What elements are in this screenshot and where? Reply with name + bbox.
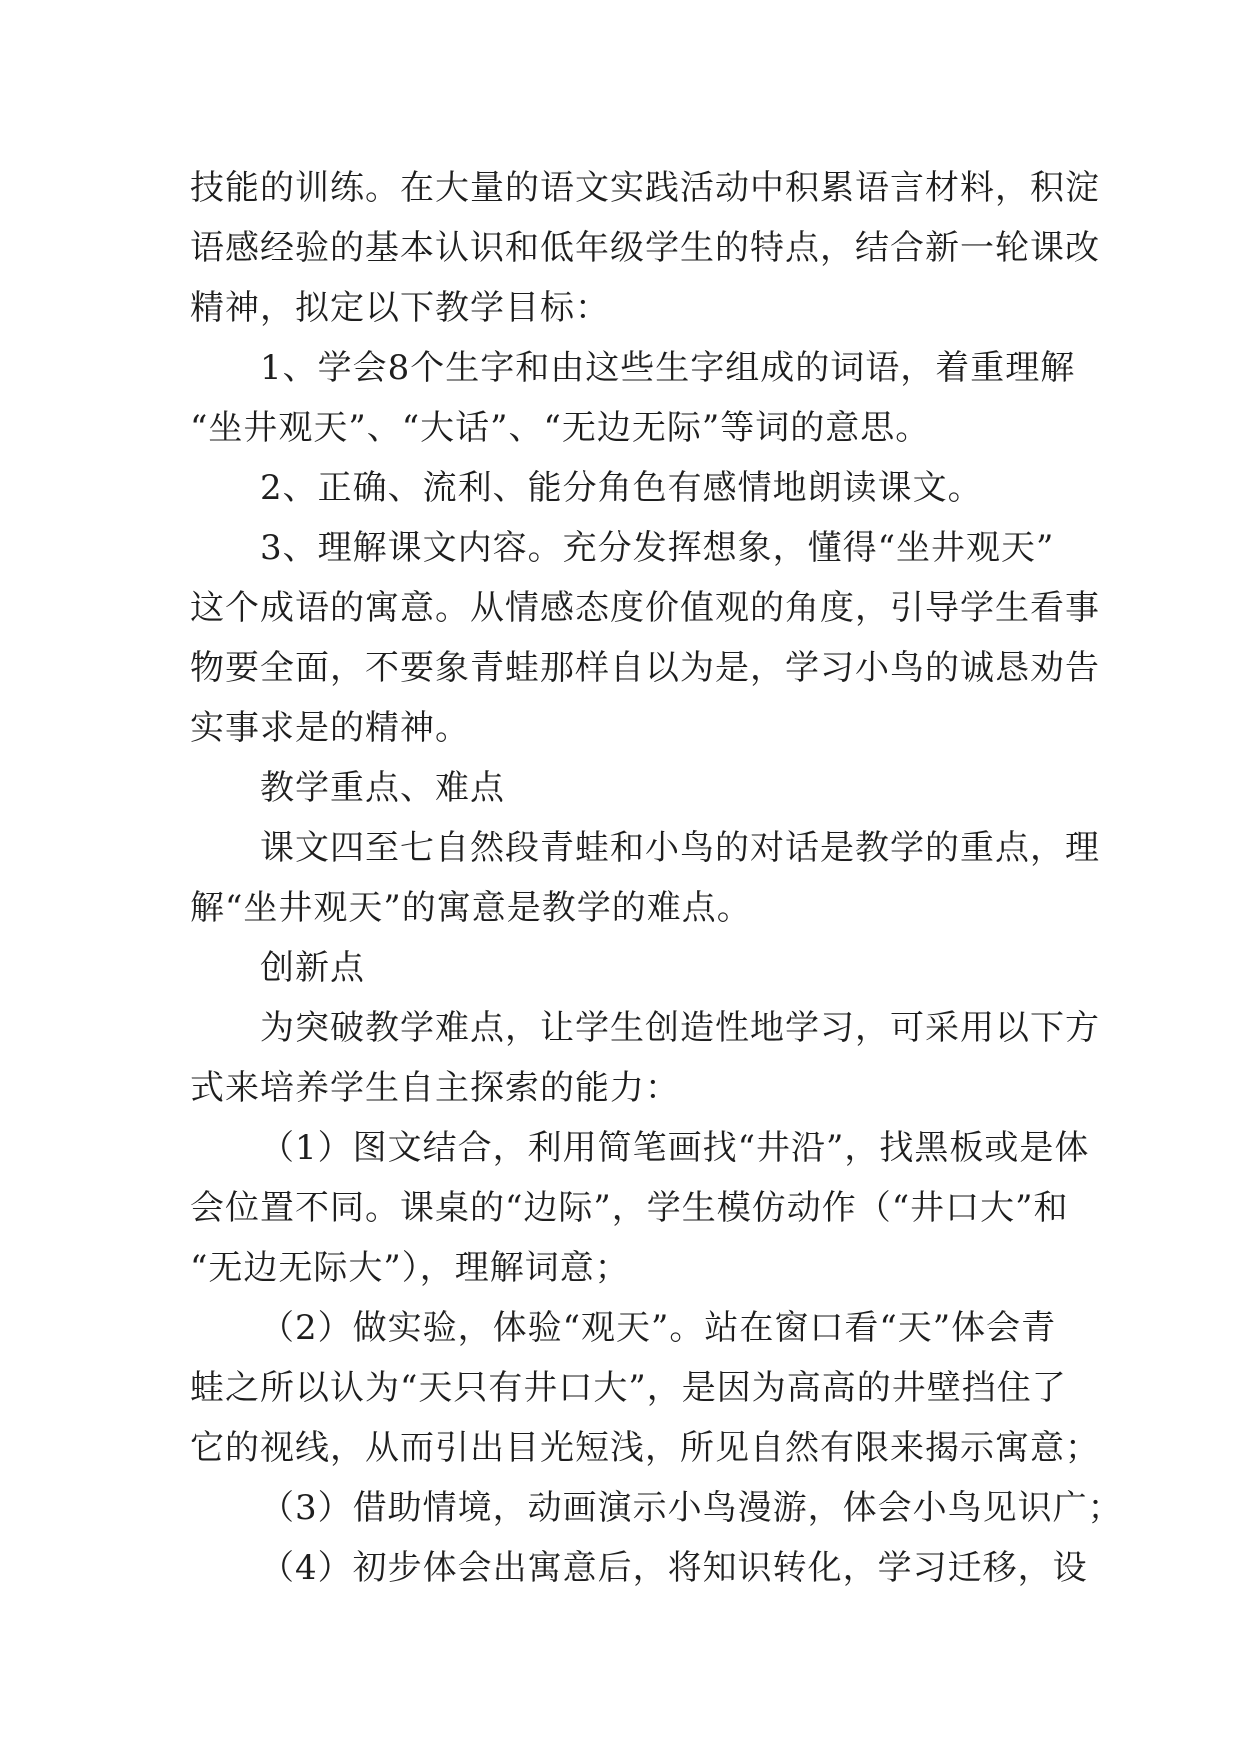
text-line: 解“坐井观天”的寓意是教学的难点。	[190, 888, 752, 928]
text-line: “无边无际大”），理解词意；	[190, 1248, 630, 1288]
text-line: 技能的训练。在大量的语文实践活动中积累语言材料，积淀	[190, 168, 1100, 208]
method-4: （4）初步体会出寓意后，将知识转化，学习迁移，设	[260, 1548, 1088, 1588]
paragraph-line: 课文四至七自然段青蛙和小鸟的对话是教学的重点，理	[260, 828, 1100, 868]
text-line: 精神，拟定以下教学目标：	[190, 288, 610, 328]
text-line: 式来培养学生自主探索的能力：	[190, 1068, 680, 1108]
text-line: “坐井观天”、“大话”、“无边无际”等词的意思。	[190, 408, 931, 448]
section-heading-innovation: 创新点	[260, 948, 365, 988]
method-1: （1）图文结合，利用简笔画找“井沿”，找黑板或是体	[260, 1128, 1090, 1168]
method-2: （2）做实验，体验“观天”。站在窗口看“天”体会青	[260, 1308, 1057, 1348]
method-3: （3）借助情境，动画演示小鸟漫游，体会小鸟见识广；	[260, 1488, 1123, 1528]
text-line: 实事求是的精神。	[190, 708, 470, 748]
text-line: 它的视线，从而引出目光短浅，所见自然有限来揭示寓意；	[190, 1428, 1100, 1468]
text-line: 蛙之所以认为“天只有井口大”，是因为高高的井壁挡住了	[190, 1368, 1067, 1408]
text-line: 会位置不同。课桌的“边际”，学生模仿动作（“井口大”和	[190, 1188, 1069, 1228]
objective-3: 3、理解课文内容。充分发挥想象，懂得“坐井观天”	[260, 528, 1055, 568]
text-line: 这个成语的寓意。从情感态度价值观的角度，引导学生看事	[190, 588, 1100, 628]
section-heading-key-points: 教学重点、难点	[260, 768, 505, 808]
text-line: 物要全面，不要象青蛙那样自以为是，学习小鸟的诚恳劝告	[190, 648, 1100, 688]
objective-1: 1、学会8个生字和由这些生字组成的词语，着重理解	[260, 348, 1076, 388]
text-line: 语感经验的基本认识和低年级学生的特点，结合新一轮课改	[190, 228, 1100, 268]
paragraph-line: 为突破教学难点，让学生创造性地学习，可采用以下方	[260, 1008, 1100, 1048]
document-page	[190, 158, 1123, 1598]
objective-2: 2、正确、流利、能分角色有感情地朗读课文。	[260, 468, 983, 508]
